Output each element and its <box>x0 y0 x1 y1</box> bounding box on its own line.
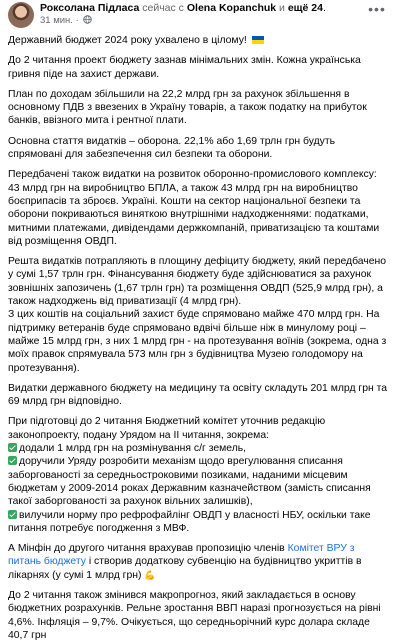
check-mark-icon <box>8 456 17 465</box>
committee-link[interactable]: Комітет ВРУ з питань бюджету <box>8 543 355 568</box>
post-header <box>0 0 400 34</box>
paragraph-defense-industry: Передбачені також видатки на розвиток оборонно-промислового комплексу: 43 млрд грн на виробництво БПЛА, а також 43 млрд грн на виробництво боєприпасів та зброєв. Україні. Кошти на сектор національної безпеки та оборони покриваються виняткою внутрішніми надходженнями: податками, митними платежами, дивідендами держкомпаній, приватизацією та коштами від розміщення ОВДП. <box>8 169 380 247</box>
more-options-icon[interactable]: ••• <box>368 1 386 17</box>
checklist-item-1: додали 1 млрд грн на розмінування с/г земель, <box>8 442 390 455</box>
post-author-line: Роксолана Підласа сейчас с Olena Kopanchuk и ещё 24. <box>40 2 326 14</box>
flexed-biceps-icon: 💪 <box>144 569 156 580</box>
author-name[interactable]: Роксолана Підласа <box>40 2 140 14</box>
paragraph-macro: До 2 читання також змінився макропрогноз, який закладається в основу бюджетних розрахунків. Рельне зростання ВВП наразі прогнозується на рівні 4,6%. Інфляція – 9,7%. Очікується, що середньорічний курс долара складе 40,7 грн <box>8 589 381 641</box>
author-avatar[interactable] <box>8 2 34 28</box>
post-time[interactable]: 31 мин. <box>40 15 73 26</box>
paragraph-deficit: Решта видатків потрапляють в площину дефіциту бюджету, який передбачено у сумі 1,57 трлн грн. Фінансування бюджету буде здійснюватися за рахунок зовнішніх запозичень (1,67 трлн грн) та розміщення ОВДП (525,9 млрд грн), а також надходжень від приватизації (4 млрд грн). <box>8 256 387 308</box>
checklist-item-2: доручили Уряду розробити механізм щодо врегулювання списання заборгованості за середньостроковими позиками, наданими місцевим бюджетам у 2009-2014 роках Державним казначейством (замість списання такої заборгованості за рахунок вільних залишків), <box>8 456 371 508</box>
paragraph-defense: Основна стаття видатків – оборона. 22,1% або 1,69 трлн грн будуть спрямовані для забезпечення сил безпеки та оборони. <box>8 135 336 161</box>
checklist-item-3: вилучили норму про рефрофайлінг ОВДП у власності НБУ, оскільки таке питання потребує погодження з МВФ. <box>8 509 371 534</box>
paragraph-changes: До 2 читання проект бюджету зазнав мінімальних змін. Кожна українська гривня піде на захист держави. <box>8 55 361 80</box>
check-mark-icon <box>8 510 17 519</box>
post-meta: 31 мин. · <box>40 15 92 27</box>
ukraine-flag-icon <box>252 36 264 44</box>
tagged-person[interactable]: Olena Kopanchuk <box>186 2 277 14</box>
globe-icon[interactable] <box>83 15 92 24</box>
paragraph-social: З цих коштів на соціальний захист буде спрямовано майже 470 млрд грн. На підтримку ветеранів буде спрямовано вдвічі більше ніж в минулому році – майже 15 млрд грн, з них 1 млрд грн - на протезування воїнів (зокрема, одна з моїх правок спрямувала 573 млн грн з будівництва Музею голодомору на протезування). <box>8 309 387 374</box>
paragraph-medicine: Видатки державного бюджету на медицину та освіту складуть 201 млрд грн та 69 млрд грн відповідно. <box>8 382 388 408</box>
post-body <box>0 34 400 642</box>
with-text: сейчас с <box>142 2 184 14</box>
paragraph-headline: Державний бюджет 2024 року ухвалено в цілому! <box>8 34 390 47</box>
paragraph-committee: При підготовці до 2 читання Бюджетний комітет уточнив редакцію законопроекту, подану Урядом на ІІ читання, зокрема: <box>8 416 326 441</box>
paragraph-minfin: А Мінфін до другого читання врахував пропозицію членів Комітет ВРУ з питань бюджету і створив додаткову субвенцію на будівництво укриттів в лікарнях (у сумі 1 млрд грн) 💪 <box>8 543 362 581</box>
and-text: и <box>279 2 285 14</box>
tagged-others[interactable]: ещё 24 <box>287 2 323 14</box>
paragraph-revenue: План по доходам збільшили на 22,2 млрд грн за рахунок збільшення в основному ПДВ з ввезених в Україну товарів, а також податку на прибуток банків, ввізного мита і рентної плати. <box>8 88 367 127</box>
check-mark-icon <box>8 443 17 452</box>
